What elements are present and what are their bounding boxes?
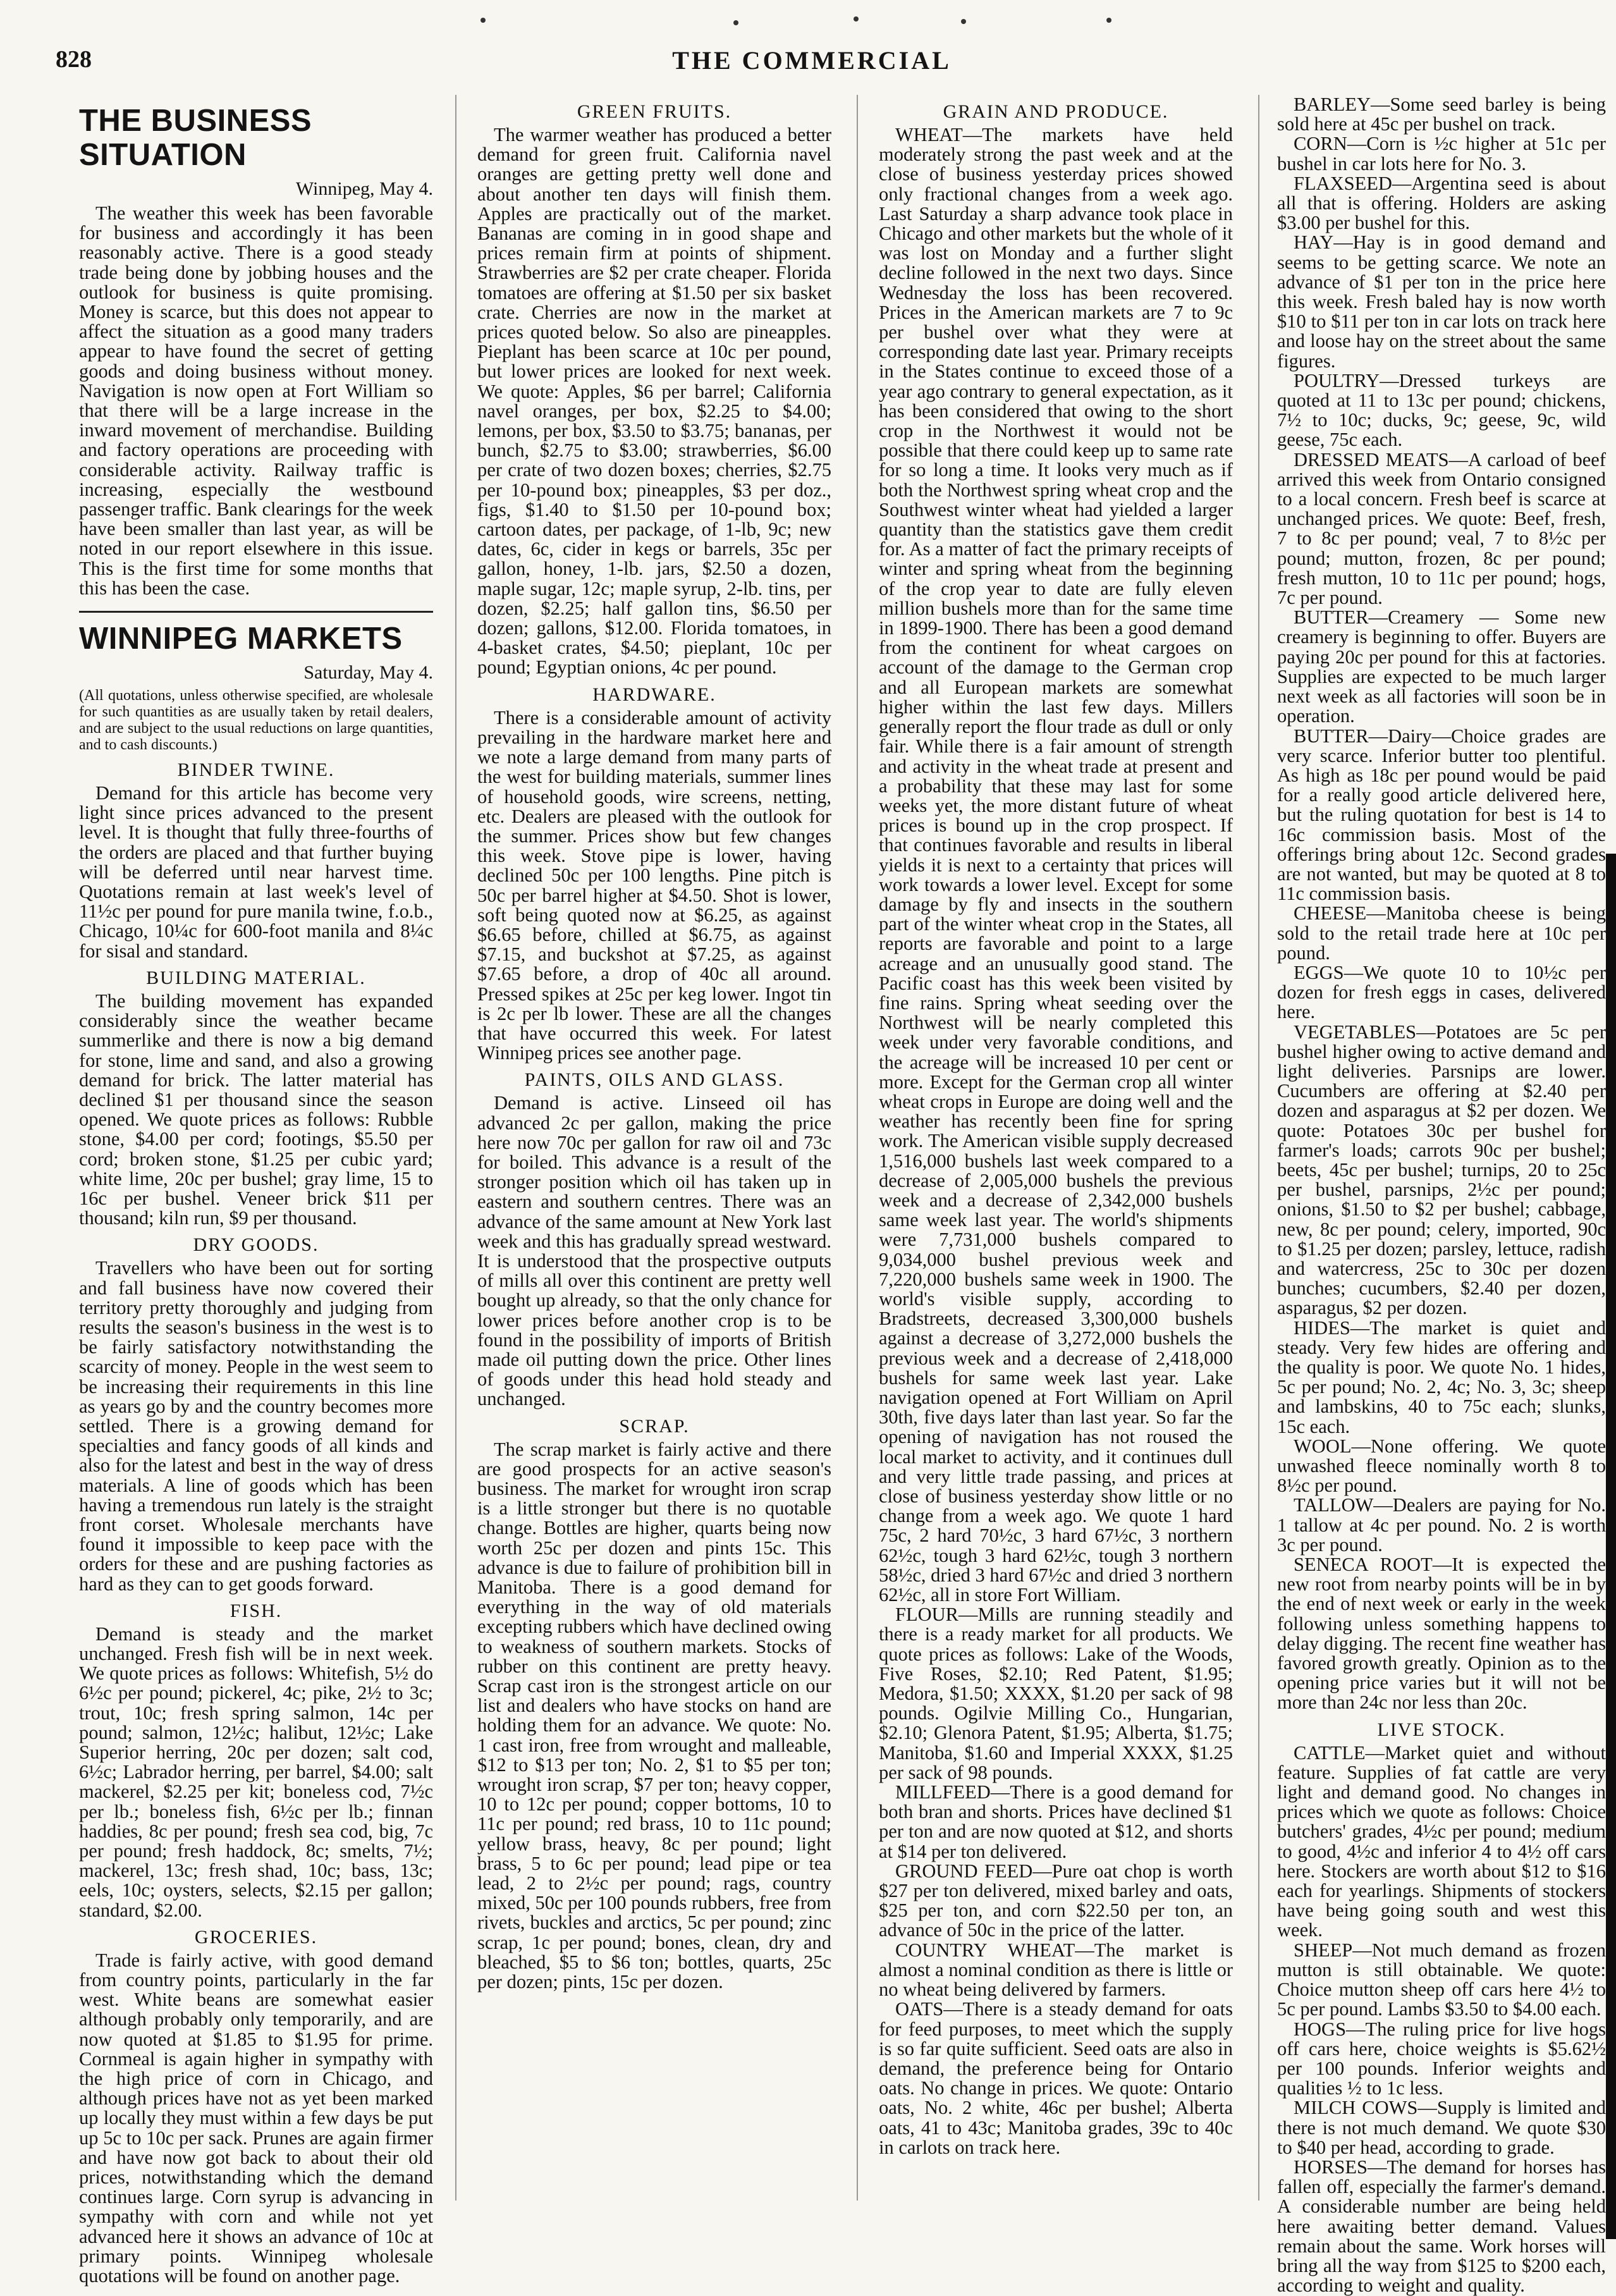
horses-text: HORSES—The demand for horses has fallen off, especially the farmer's demand. A considerable number are being held here awaiting better demand. Values remain about the same. Work horses will bring all the way from $125 to $200 each, according to weight and quality. xyxy=(1277,2156,1606,2296)
seneca-root-text: SENECA ROOT—It is expected the new root from nearby points will be in by the end of next week or early in the week following unless something happens to delay digging. The recent fine weather has favored growth greatly. Opinion as to the opening price varies but it will not be more than 24c nor less than 20c. xyxy=(1277,1554,1606,1714)
scan-speck xyxy=(961,19,966,24)
business-situation-dateline: Winnipeg, May 4. xyxy=(295,178,433,199)
column-1 xyxy=(79,95,433,2287)
dry-goods-heading: DRY GOODS. xyxy=(193,1234,319,1256)
binder-twine-heading: BINDER TWINE. xyxy=(177,759,335,781)
page-header xyxy=(56,46,1568,83)
country-wheat-text: COUNTRY WHEAT—The market is almost a nominal condition as there is little or no wheat being delivered by farmers. xyxy=(879,1939,1233,2001)
hogs-text: HOGS—The ruling price for live hogs off cars here, choice weights is $5.62½ per 100 pounds. Inferior weights and qualities ½ to 1c less. xyxy=(1277,2018,1606,2099)
dry-goods-text: Travellers who have been out for sorting and fall business have now covered their territory pretty thoroughly and judging from results the season's business in the west is to be fairly satisfactory notwithstanding the scarcity of money. People in the west seem to be increasing their requirements in this line as years go by and the country becomes more settled. There is a growing demand for specialties and fancy goods of all kinds and also for the latest and best in the way of dress materials. A line of goods which has been having a tremendous run lately is the straight front corset. Wholesale merchants have found it impossible to keep pace with the orders for these and are pushing factories as hard as they can to get goods forward. xyxy=(79,1257,433,1595)
column-2 xyxy=(477,95,831,2207)
oats-text: OATS—There is a steady demand for oats for feed purposes, to meet which the supply is so far quite sufficient. Seed oats are also in demand, the preference being for Ontario oats. No change in prices. We quote: Ontario oats, No. 2 white, 46c per bushel; Alberta oats, 41 to 43c; Manitoba grades, 39c to 40c in carlots on track here. xyxy=(879,1998,1233,2158)
barley-text: BARLEY—Some seed barley is being sold here at 45c per bushel on track. xyxy=(1277,94,1606,135)
business-situation-text: The weather this week has been favorable for business and accordingly it has been reasonably active. There is a good steady trade being done by jobbing houses and the outlook for business is quite promising. Money is scarce, but this does not appear to affect the situation as a good many traders appear to have found the secret of getting goods and doing business without money. Navigation is now open at Fort William so that there will be a large increase in the inward movement of merchandise. Building and factory operations are proceeding with considerable activity. Railway traffic is increasing, especially the westbound passenger traffic. Bank clearings for the week have been smaller than last year, as will be noted in our report elsewhere in this issue. This is the first time for some months that this has been the case. xyxy=(79,202,433,599)
building-material-heading: BUILDING MATERIAL. xyxy=(146,967,366,988)
scan-edge xyxy=(1606,854,1616,2239)
hardware-heading: HARDWARE. xyxy=(592,684,716,705)
scan-speck xyxy=(481,18,486,23)
vegetables-text: VEGETABLES—Potatoes are 5c per bushel higher owing to active demand and light deliveries. Parsnips are lower. Cucumbers are offering at $2.40 per dozen and asparagus at $2 per dozen. We quote: Potatoes 30c per bushel for farmer's loads; carrots 90c per bushel; beets, 45c per bushel; turnips, 20 to 25c per bushel, parsnips, 2½c per pound; onions, $1.50 to $2 per bushel; cabbage, new, 8c per pound; celery, imported, 90c to $1.25 per dozen; parsley, lettuce, radish and watercress, 25c to 30c per dozen bunches; cucumbers, $2.40 per dozen, asparagus, $2 per dozen. xyxy=(1277,1021,1606,1319)
butter-creamery-text: BUTTER—Creamery — Some new creamery is beginning to offer. Buyers are paying 20c per pound for this at factories. Supplies are expected to be much larger next week as all factories will soon be in operation. xyxy=(1277,606,1606,727)
cheese-text: CHEESE—Manitoba cheese is being sold to the retail trade here at 10c per pound. xyxy=(1277,902,1606,964)
eggs-text: EGGS—We quote 10 to 10½c per dozen for fresh eggs in cases, delivered here. xyxy=(1277,961,1606,1023)
quotations-note: (All quotations, unless otherwise specified, are wholesale for such quantities as are usually taken by retail dealers, and are subject to the usual reductions on large quantities, and to cash discounts.) xyxy=(79,687,433,754)
scrap-heading: SCRAP. xyxy=(619,1415,690,1437)
cattle-text: CATTLE—Market quiet and without feature. Supplies of fat cattle are very light and demand good. No changes in prices which we quote as follows: Choice butchers' grades, 4½c per pound; medium to good, 4½c and inferior 4 to 4½ off cars here. Stockers are worth about $12 to $16 each for yearlings. Shipments of stockers have being going south and west this week. xyxy=(1277,1741,1606,1941)
butter-dairy-text: BUTTER—Dairy—Choice grades are very scarce. Inferior butter too plentiful. As high as 18c per pound would be paid for a really good article delivered here, but the ruling quotation for best is 14 to 16c commission basis. Most of the offerings bring about 12c. Second grades are not wanted, but may be quoted at 8 to 11c commission basis. xyxy=(1277,725,1606,905)
flour-text: FLOUR—Mills are running steadily and there is a ready market for all products. We quote prices as follows: Lake of the Woods, Five Roses, $2.10; Red Patent, $1.95; Medora, $1.50; XXXX, $1.20 per sack of 98 pounds. Ogilvie Milling Co., Hungarian, $2.10; Glenora Patent, $1.95; Alberta, $1.75; Manitoba, $1.60 and Imperial XXXX, $1.25 per sack of 98 pounds. xyxy=(879,1604,1233,1783)
groceries-text: Trade is fairly active, with good demand from country points, particularly in the far west. White beans are somewhat easier although probably only temporarily, and are now quoted at $1.85 to $1.95 for prime. Cornmeal is again higher in sympathy with the high price of corn in Chicago, and although prices have not as yet been marked up locally they must within a few days be put up 5c to 10c per sack. Prunes are again firmer and have now got back to about their old prices, notwithstanding which the demand continues large. Corn syrup is advancing in sympathy with corn and while not yet advanced here it shows an advance of 10c at primary points. Winnipeg wholesale quotations will be found on another page. xyxy=(79,1949,433,2287)
column-divider xyxy=(455,95,456,2201)
column-divider xyxy=(857,95,858,2201)
live-stock-heading: LIVE STOCK. xyxy=(1377,1719,1506,1740)
winnipeg-markets-dateline: Saturday, May 4. xyxy=(303,662,433,684)
scrap-text: The scrap market is fairly active and there are good prospects for an active season's business. The market for wrought iron scrap is a little stronger but there is no quotable change. Bottles are higher, quarts being now worth 25c per dozen and pints 15c. This advance is due to failure of prohibition bill in Manitoba. There is a good demand for everything in the way of old materials excepting rubbers which have declined owing to weakness of southern markets. Stocks of rubber on this continent are pretty heavy. Scrap cast iron is the strongest article on our list and dealers who have stocks on hand are holding them for an advance. We quote: No. 1 cast iron, free from wrought and malleable, $12 to $13 per ton; No. 2, $1 to $5 per ton; wrought iron scrap, $7 per ton; heavy copper, 10 to 12c per pound; copper bottoms, 10 to 11c per pound; red brass, 10 to 11c pound; yellow brass, heavy, 8c per pound; light brass, 5 to 6c per pound; lead pipe or tea lead, 2 to 2½c per pound; rags, country mixed, 50c per 100 pounds rubbers, free from rivets, buckles and arctics, 5c per pound; zinc scrap, 1c per pound; bones, clean, dry and bleached, $5 to $6 ton; bottles, quarts, 25c per dozen; pints, 15c per dozen. xyxy=(477,1438,831,1993)
tallow-text: TALLOW—Dealers are paying for No. 1 tallow at 4c per pound. No. 2 is worth 3c per pound. xyxy=(1277,1494,1606,1556)
paints-heading: PAINTS, OILS AND GLASS. xyxy=(524,1069,785,1091)
wool-text: WOOL—None offering. We quote unwashed fleece nominally worth 8 to 8½c per pound. xyxy=(1277,1435,1606,1497)
ground-feed-text: GROUND FEED—Pure oat chop is worth $27 per ton delivered, mixed barley and oats, $25 per ton, and corn $22.50 per ton, an advance of 50c in the price of the latter. xyxy=(879,1860,1233,1941)
page-number: 828 xyxy=(56,46,92,73)
hides-text: HIDES—The market is quiet and steady. Very few hides are offering and the quality is poor. We quote No. 1 hides, 5c per pound; No. 2, 4c; No. 3, 3c; sheep and lambskins, 40 to 75c each; slunks, 15c each. xyxy=(1277,1317,1606,1437)
green-fruits-heading: GREEN FRUITS. xyxy=(577,101,732,122)
column-divider xyxy=(1258,95,1259,2201)
wheat-text: WHEAT—The markets have held moderately strong the past week and at the close of business yesterday prices showed only fractional changes from a week ago. Last Saturday a sharp advance took place in Chicago and other markets but the whole of it was lost on Monday and a further slight decline followed in the next two days. Since Wednesday the loss has been recovered. Prices in the American markets are 7 to 9c per bushel over what they were at corresponding date last year. Primary receipts in the States continue to exceed those of a year ago contrary to general expectation, as it has been considered that owing to the short crop in the Northwest it would not be possible that there could keep up to same rate for so long a time. It looks very much as if both the Northwest spring wheat crop and the Southwest winter wheat had yielded a larger quantity than the statistics gave them credit for. As a matter of fact the primary receipts of winter and spring wheat from the beginning of the crop year to date are fully eleven million bushels more than for the same time in 1899-1900. There has been a good demand from the continent for wheat cargoes on account of the damage to the German crop and all European markets are somewhat higher within the last few days. Millers generally report the flour trade as dull or only fair. While there is a fair amount of strength and activity in the wheat trade at present and a probability that these may last for some weeks yet, the more distant future of wheat prices is bound up in the crop prospect. If that continues favorable and results in liberal yields it is next to a certainty that prices will work towards a lower level. Except for some damage by fly and insects in the southern part of the winter wheat crop in the States, all reports are favorable and point to a large acreage and an unusually good stand. The Pacific coast has this week been visited by fine rains. Spring wheat seeding over the Northwest will be nearly completed this week under very favorable conditions, and the acreage will be increased 10 per cent or more. Except for the German crop all winter wheat crops in Europe are doing well and the weather has recently been fine for spring work. The American visible supply decreased 1,516,000 bushels last week compared to a decrease of 2,005,000 bushels the previous week and a decrease of 2,342,000 bushels same week last year. The world's shipments were 7,731,000 bushels compared to 9,034,000 bushel previous week and 7,220,000 bushels same week in 1900. The world's visible supply, according to Bradstreets, decreased 3,300,000 bushels against a decrease of 3,272,000 bushels the previous week and a decrease of 2,418,000 bushels for same week last year. Lake navigation opened at Fort William on April 30th, five days later than last year. So far the opening of navigation has not roused the local market to activity, and it continues dull and very little trade passing, and prices at close of business yesterday show little or no change from a week ago. We quote 1 hard 75c, 2 hard 70½c, 3 hard 67½c, 3 northern 62½c, tough 3 hard 62½c, tough 3 northern 58½c, dried 3 hard 67½c and dried 3 northern 62½c, all in store Fort William. xyxy=(879,124,1233,1606)
poultry-text: POULTRY—Dressed turkeys are quoted at 11 to 13c per pound; chickens, 7½ to 10c; ducks, 9c; geese, 9c, wild geese, 75c each. xyxy=(1277,369,1606,451)
hardware-text: There is a considerable amount of activity prevailing in the hardware market here and we note a large demand from many parts of the west for building materials, summer lines of household goods, wire screens, netting, etc. Dealers are pleased with the outlook for the summer. Prices show but few changes this week. Stove pipe is lower, having declined 50c per 100 lengths. Pine pitch is 50c per barrel higher at $4.50. Shot is lower, soft being quoted now at $6.25, as against $6.65 before, chilled at $6.75, as against $7.15, and buckshot at $7.25, as against $7.65 before, a drop of 40c all around. Pressed spikes at 25c per keg lower. Ingot tin is 2c per lb lower. These are all the changes that have occurred this week. For latest Winnipeg prices see another page. xyxy=(477,706,831,1064)
column-4 xyxy=(1277,94,1606,2296)
flaxseed-text: FLAXSEED—Argentina seed is about all that is offering. Holders are asking $3.00 per bushel for this. xyxy=(1277,172,1606,234)
binder-twine-text: Demand for this article has become very light since prices advanced to the present level. It is thought that fully three-fourths of the orders are placed and that further buying will be deferred until near harvest time. Quotations remain at last week's level of 11½c per pound for pure manila twine, f.o.b., Chicago, 10¼c for 600-foot manila and 8¼c for sisal and standard. xyxy=(79,782,433,962)
building-material-text: The building movement has expanded considerably since the weather became summerlike and there is now a big demand for stone, lime and sand, and also a growing demand for brick. The latter material has declined $1 per thousand since the season opened. We quote prices as follows: Rubble stone, $4.00 per cord; footings, $5.50 per cord; broken stone, $1.25 per cubic yard; white lime, 20c per bushel; gray lime, 15 to 16c per bushel. Veneer brick $11 per thousand; kiln run, $9 per thousand. xyxy=(79,990,433,1229)
section-rule xyxy=(79,611,433,613)
fish-text: Demand is steady and the market unchanged. Fresh fish will be in next week. We quote prices as follows: Whitefish, 5½ do 6½c per pound; pickerel, 4c; pike, 2½ to 3c; trout, 10c; fresh spring salmon, 14c per pound; salmon, 12½c; halibut, 12½c; Lake Superior herring, 20c per dozen; salt cod, 6½c; Labrador herring, per barrel, $4.00; salt mackerel, $2.25 per kit; boneless cod, 7½c per lb.; boneless fish, 6½c per lb.; finnan haddies, 8c per pound; fresh sea cod, big, 7c per pound; fresh haddock, 8c; smelts, 7½; mackerel, 13c; fresh shad, 10c; bass, 13c; eels, 10c; oysters, selects, $2.15 per gallon; standard, $2.00. xyxy=(79,1623,433,1921)
column-3 xyxy=(879,95,1233,2207)
masthead: THE COMMERCIAL xyxy=(672,46,952,75)
green-fruits-text: The warmer weather has produced a better demand for green fruit. California navel oranges are getting pretty well done and about another ten days will finish them. Apples are practically out of the market. Bananas are coming in in good shape and prices remain firm at points of shipment. Strawberries are $2 per crate cheaper. Florida tomatoes are offering at $1.50 per six basket crate. Cherries are now in the market at prices quoted below. So also are pineapples. Pieplant has been scarce at 10c per pound, but lower prices are looked for next week. We quote: Apples, $6 per barrel; California navel oranges, per box, $2.25 to $4.00; lemons, per box, $3.50 to $3.75; bananas, per bunch, $2.75 to $3.00; strawberries, $6.00 per crate of two dozen boxes; cherries, $2.75 per 10-pound box; pineapples, $3 per doz., figs, $1.40 to $1.50 per 10-pound box; cartoon dates, per package, of 1-lb, 9c; new dates, 6c, cider in kegs or barrels, 35c per gallon, honey, 1-lb. jars, $2.50 a dozen, maple sugar, 12c; maple syrup, 2-lb. tins, per dozen, $2.25; half gallon tins, $6.50 per dozen; gallons, $12.00. Florida tomatoes, in 4-basket crates, $4.50; pieplant, 10c per pound; Egyptian onions, 4c per pound. xyxy=(477,124,831,678)
scan-speck xyxy=(733,20,738,25)
paints-text: Demand is active. Linseed oil has advanced 2c per gallon, making the price here now 70c per gallon for raw oil and 73c for boiled. This advance is a result of the stronger position which oil has taken up in eastern and southern centres. There was an advance of the same amount at New York last week and this has gradually spread westward. It is understood that the prospective outputs of mills all over this continent are pretty well bought up already, so that the only chance for lower prices before another crop is to be found in the possibility of imports of British made oil putting down the price. Other lines of goods under this head hold steady and unchanged. xyxy=(477,1092,831,1410)
sheep-text: SHEEP—Not much demand as frozen mutton is still obtainable. We quote: Choice mutton sheep off cars here 4½ to 5c per pound. Lambs $3.50 to $4.00 each. xyxy=(1277,1939,1606,2020)
hay-text: HAY—Hay is in good demand and seems to be getting scarce. We note an advance of $1 per ton in the price here this week. Fresh baled hay is now worth $10 to $11 per ton in car lots on track here and loose hay on the street about the same figures. xyxy=(1277,231,1606,372)
millfeed-text: MILLFEED—There is a good demand for both bran and shorts. Prices have declined $1 per ton and are now quoted at $12, and shorts at $14 per ton delivered. xyxy=(879,1781,1233,1862)
groceries-heading: GROCERIES. xyxy=(194,1926,318,1948)
corn-text: CORN—Corn is ½c higher at 51c per bushel in car lots here for No. 3. xyxy=(1277,133,1606,175)
scan-speck xyxy=(854,16,859,21)
winnipeg-markets-title: WINNIPEG MARKETS xyxy=(79,622,403,656)
grain-heading: GRAIN AND PRODUCE. xyxy=(943,101,1169,122)
business-situation-title: THE BUSINESS SITUATION xyxy=(79,104,312,172)
fish-heading: FISH. xyxy=(230,1600,283,1621)
scan-speck xyxy=(1106,18,1111,23)
milch-cows-text: MILCH COWS—Supply is limited and there is not much demand. We quote $30 to $40 per head, according to grade. xyxy=(1277,2097,1606,2158)
dressed-meats-text: DRESSED MEATS—A carload of beef arrived this week from Ontario consigned to a local concern. Fresh beef is scarce at unchanged prices. We quote: Beef, fresh, 7 to 8c per pound; veal, 7 to 8½c per pound; mutton, frozen, 8c per pound; fresh mutton, 10 to 11c per pound; hogs, 7c per pound. xyxy=(1277,448,1606,609)
